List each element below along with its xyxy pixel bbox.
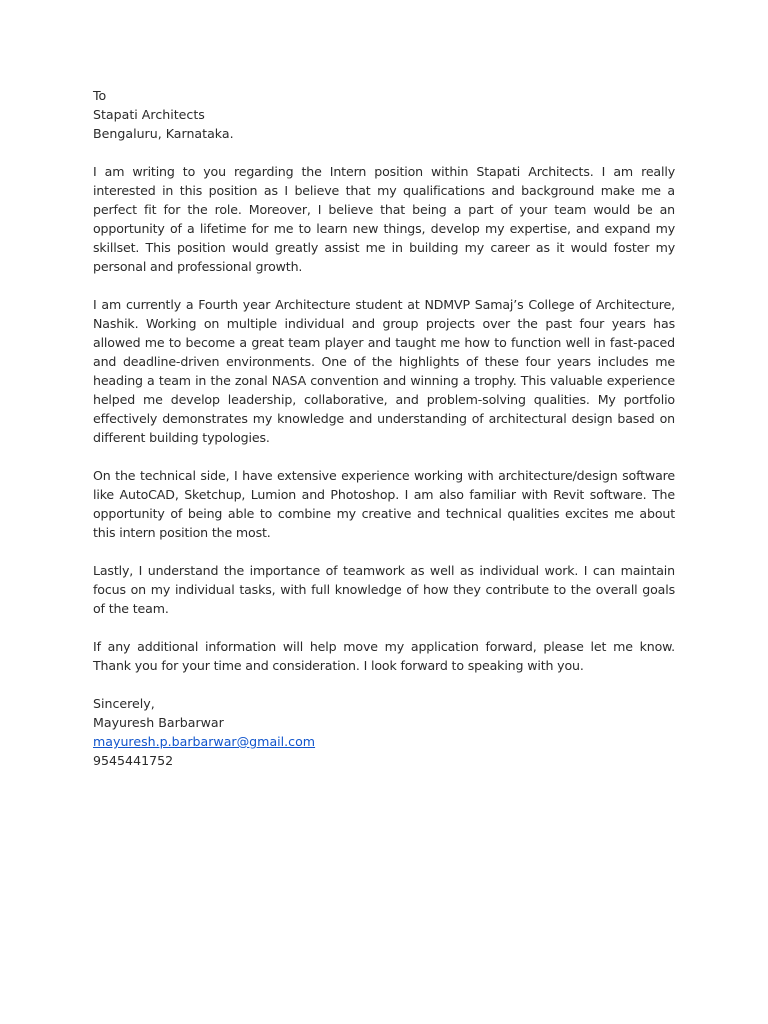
signature-block	[93, 694, 675, 770]
phone-number: 9545441752	[93, 753, 174, 768]
cover-letter	[93, 86, 675, 789]
paragraph-teamwork: Lastly, I understand the importance of teamwork as well as individual work. I can maintain focus on my individual tasks, with full knowledge of how they contribute to the overall goals of the team.	[93, 563, 675, 616]
salutation: Sincerely,	[93, 696, 155, 711]
sender-name: Mayuresh Barbarwar	[93, 715, 224, 730]
email-link[interactable]: mayuresh.p.barbarwar@gmail.com	[93, 734, 316, 749]
recipient-to: To	[93, 88, 107, 103]
paragraph-education: I am currently a Fourth year Architecture student at NDMVP Samaj’s College of Architecture, Nashik. Working on multiple individual and group projects over the past four years has allowed me to become a great team player and taught me how to function well in fast-paced and deadline-driven environments. One of the highlights of these four years includes me heading a team in the zonal NASA convention and winning a trophy. This valuable experience helped me develop leadership, collaborative, and problem-solving qualities. My portfolio effectively demonstrates my knowledge and understanding of architectural design based on different building typologies.	[93, 297, 675, 445]
email-line	[93, 732, 675, 751]
recipient-location: Bengaluru, Karnataka.	[93, 126, 234, 141]
recipient-company: Stapati Architects	[93, 107, 205, 122]
paragraph-technical: On the technical side, I have extensive experience working with architecture/design software like AutoCAD, Sketchup, Lumion and Photoshop. I am also familiar with Revit software. The opportunity of being able to combine my creative and technical qualities excites me about this intern position the most.	[93, 468, 675, 540]
recipient-block	[93, 86, 675, 143]
paragraph-closing: If any additional information will help move my application forward, please let me know. Thank you for your time and consideration. I look forward to speaking with you.	[93, 639, 675, 673]
paragraph-intro: I am writing to you regarding the Intern position within Stapati Architects. I am really interested in this position as I believe that my qualifications and background make me a perfect fit for the role. Moreover, I believe that being a part of your team would be an opportunity of a lifetime for me to learn new things, develop my expertise, and expand my skillset. This position would greatly assist me in building my career as it would foster my personal and professional growth.	[93, 164, 675, 274]
